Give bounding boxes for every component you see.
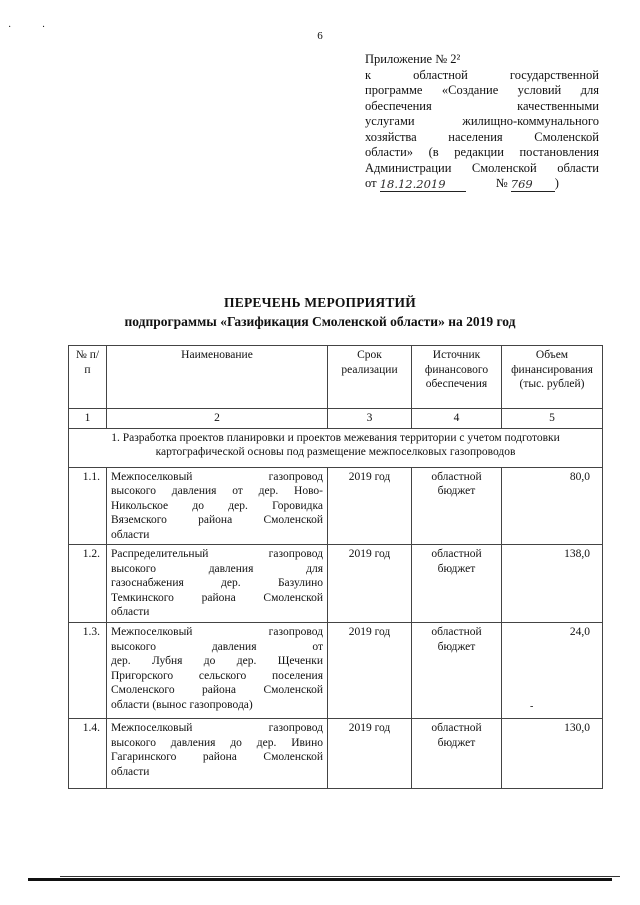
row-name-line: Темкинского района Смоленской — [111, 591, 323, 604]
row-source-line: областной — [431, 548, 482, 560]
row-name-line: высокого давления от дер. Ново- — [111, 485, 323, 497]
row-name-line: области — [111, 765, 150, 778]
row-name — [107, 467, 328, 545]
footer-rule-thin — [60, 876, 620, 877]
number-label: № — [495, 176, 508, 190]
row-source-line: областной — [431, 470, 482, 483]
row-name-line: высокого давления до дер. Ивино — [111, 736, 323, 749]
column-number: 1 — [69, 409, 107, 429]
row-name-line: дер. Лубня до дер. Щеченки — [111, 655, 323, 667]
column-number: 3 — [328, 409, 412, 429]
document-title: ПЕРЕЧЕНЬ МЕРОПРИЯТИЙ — [224, 295, 416, 310]
signature-line — [365, 176, 599, 192]
row-term: 2019 год — [328, 467, 412, 545]
page-number: 6 — [317, 30, 323, 42]
row-source-line: областной — [431, 626, 482, 638]
row-source-line: бюджет — [437, 640, 476, 653]
row-term: 2019 год — [328, 719, 412, 789]
sig-suffix: ) — [554, 176, 559, 190]
row-name-line: Распределительный газопровод — [111, 548, 323, 560]
row-source — [412, 545, 502, 623]
row-name-line: Гагаринского района Смоленской — [111, 751, 323, 763]
row-source-line: областной — [431, 722, 482, 734]
appendix-line: программе «Создание условий для — [365, 83, 599, 97]
column-number: 5 — [502, 409, 603, 429]
header-cell: Объем финансирования (тыс. рублей) — [502, 346, 603, 409]
appendix-line: к областной государственной — [365, 67, 599, 82]
row-amount: 138,0 — [502, 545, 603, 623]
appendix-line: услугами жилищно-коммунального — [365, 114, 599, 128]
column-number: 4 — [412, 409, 502, 429]
section-heading: 1. Разработка проектов планировки и проектов межевания территории с учетом подготовки картографической основы под размещение межпоселковых газопроводов — [69, 428, 603, 467]
table-row — [69, 623, 603, 719]
row-term: 2019 год — [328, 623, 412, 719]
row-amount: 80,0 — [502, 467, 603, 545]
row-amount: 130,0 — [502, 719, 603, 789]
row-name-line: Никольское до дер. Горовидка — [111, 499, 323, 512]
sig-prefix: от — [365, 176, 377, 190]
column-numbers-row — [69, 409, 603, 429]
row-name-line: Смоленского района Смоленской — [111, 684, 323, 696]
row-source-line: бюджет — [437, 562, 476, 575]
column-number: 2 — [107, 409, 328, 429]
row-number: 1.3. — [69, 623, 107, 719]
appendix-line: хозяйства населения Смоленской — [365, 129, 599, 144]
row-source — [412, 623, 502, 719]
measures-table — [68, 345, 603, 789]
row-name-line: Вяземского района Смоленской — [111, 514, 323, 526]
footer-rule — [28, 878, 612, 881]
table-row — [69, 467, 603, 545]
row-name-line: области — [111, 606, 150, 618]
row-name-line: газоснабжения дер. Базулино — [111, 577, 323, 589]
row-number: 1.4. — [69, 719, 107, 789]
row-name-line: высокого давления от — [111, 640, 323, 653]
table-header-row — [69, 346, 603, 409]
row-term: 2019 год — [328, 545, 412, 623]
row-name-line: Межпоселковый газопровод — [111, 470, 323, 483]
row-name — [107, 623, 328, 719]
row-name-line: области — [111, 528, 150, 541]
row-source-line: бюджет — [437, 736, 476, 749]
scan-corner-marks: · · — [8, 22, 60, 33]
stray-mark: - — [530, 701, 534, 712]
row-name — [107, 719, 328, 789]
row-name-line: высокого давления для — [111, 562, 323, 575]
section-row — [69, 428, 603, 467]
row-source — [412, 467, 502, 545]
row-name-line: Межпоселковый газопровод — [111, 722, 323, 734]
row-name — [107, 545, 328, 623]
appendix-line: обеспечения качественными — [365, 98, 599, 113]
appendix-note — [365, 52, 599, 192]
document-subtitle: подпрограммы «Газификация Смоленской области» на 2019 год — [124, 314, 516, 329]
appendix-line: области» (в редакции постановления — [365, 145, 599, 159]
header-cell: Срок реализации — [328, 346, 412, 409]
row-number: 1.2. — [69, 545, 107, 623]
header-cell: № п/п — [69, 346, 107, 409]
header-cell: Источник финансового обеспечения — [412, 346, 502, 409]
row-name-line: Межпоселковый газопровод — [111, 626, 323, 638]
appendix-line: Приложение № 2² — [365, 52, 461, 66]
handwritten-date: 18.12.2019 — [380, 178, 466, 192]
row-source-line: бюджет — [437, 485, 476, 497]
header-cell: Наименование — [107, 346, 328, 409]
table-row — [69, 545, 603, 623]
row-number: 1.1. — [69, 467, 107, 545]
appendix-line: Администрации Смоленской области — [365, 160, 599, 175]
row-source — [412, 719, 502, 789]
row-name-line: Пригорского сельского поселения — [111, 669, 323, 682]
row-name-line: области (вынос газопровода) — [111, 698, 253, 711]
handwritten-number: 769 — [511, 178, 555, 192]
table-row — [69, 719, 603, 789]
row-amount: 24,0 — [502, 623, 603, 719]
